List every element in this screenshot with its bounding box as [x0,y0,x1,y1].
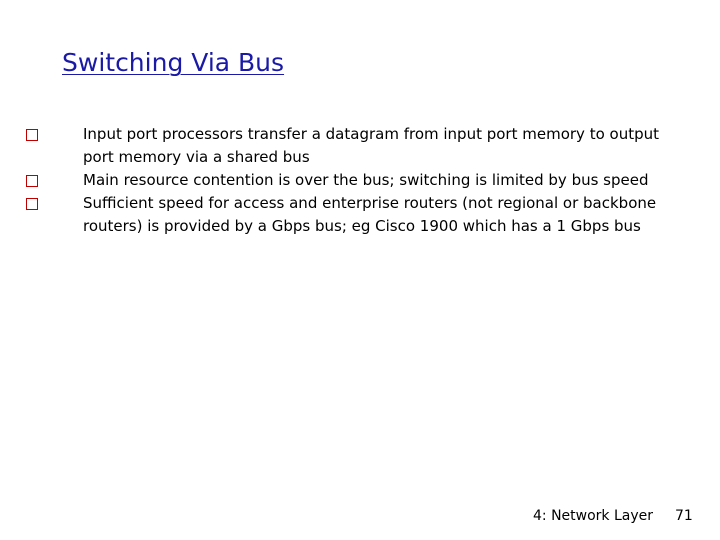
bullet-text: Main resource contention is over the bus; switching is limited by bus speed [83,171,649,189]
bullet-item [26,123,676,169]
bullet-list [26,123,676,238]
bullet-text: Input port processors transfer a datagram from input port memory to output port memory via a shared bus [83,125,659,166]
square-bullet-icon [26,175,38,187]
footer-label: 4: Network Layer [533,508,654,524]
bullet-item [26,169,676,192]
square-bullet-icon [26,198,38,210]
page-number: 71 [675,508,693,524]
bullet-item [26,192,676,238]
square-bullet-icon [26,129,38,141]
slide-title: Switching Via Bus [62,48,285,77]
bullet-text: Sufficient speed for access and enterprise routers (not regional or backbone routers) is provided by a Gbps bus; eg Cisco 1900 which has a 1 Gbps bus [83,194,657,235]
